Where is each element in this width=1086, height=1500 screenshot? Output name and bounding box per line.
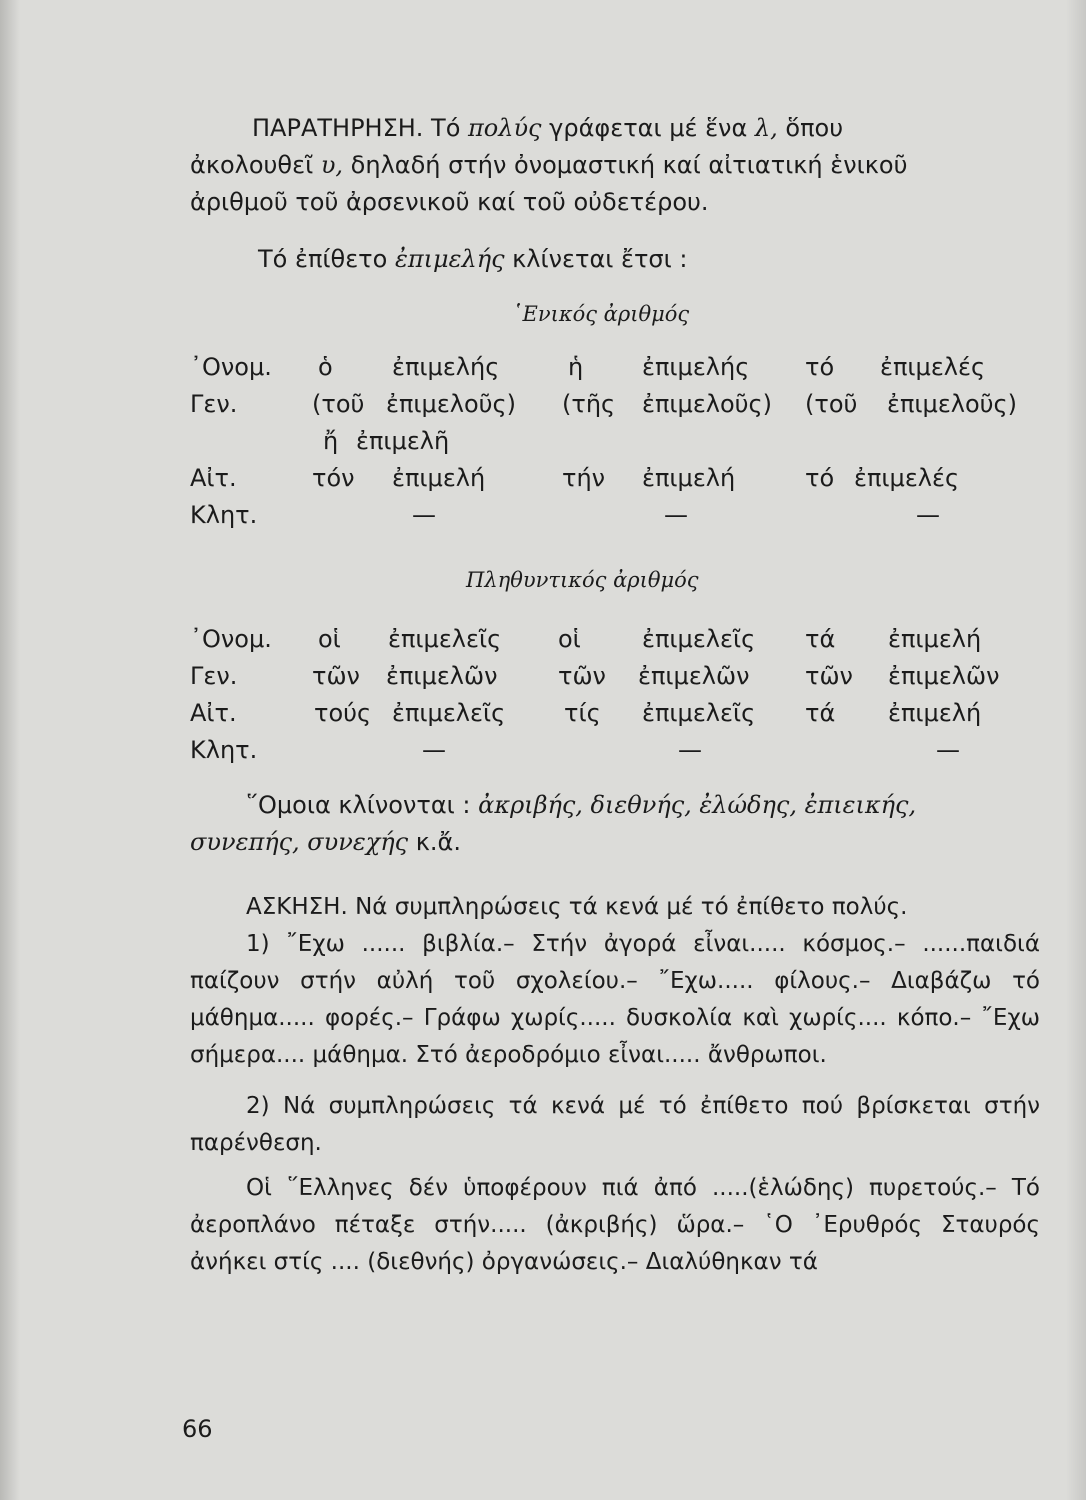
page-right-shadow	[1066, 0, 1086, 1500]
page-number: 66	[182, 1415, 213, 1443]
form: ἐπιμελοῦς)	[642, 390, 773, 418]
plural-table	[190, 621, 1040, 769]
exercise-part2: Οἱ ῞Ελληνες δέν ὑποφέρουν πιά ἀπό .....(ἑλώδης) πυρετούς.– Τό ἀεροπλάνο πέταξε στήν..... (ἀκριβής) ὥρα.– ῾Ο ᾿Ερυθρός Σταυρός ἀνήκει στίς .... (διεθνής) ὀργανώσεις.– Διαλύθηκαν τά	[190, 1175, 1040, 1275]
page-content	[190, 110, 1040, 1281]
note-word: πολύς	[468, 114, 542, 142]
article: ὁ	[318, 353, 333, 381]
article: τῶν	[805, 662, 853, 690]
form: ἐπιμελοῦς)	[386, 390, 517, 418]
form: ἐπιμελής	[642, 353, 750, 381]
dash: —	[678, 736, 702, 764]
table-row	[190, 732, 1040, 769]
exercise-part1: 1) ῎Εχω ...... βιβλία.– Στήν ἀγορά εἶναι..... κόσμος.– ......παιδιά παίζουν στήν αὐλή τοῦ σχολείου.– ῎Εχω..... φίλους.– Διαβάζω τό μάθημα..... φορές.– Γράφω χωρίς..... δυσκολία καὶ χωρίς.... κόπο.– ῎Εχω σήμερα.... μάθημα. Στό ἀεροδρόμιο εἶναι..... ἄνθρωποι.	[190, 931, 1040, 1068]
intro-paragraph	[190, 241, 1040, 278]
form: ἐπιμελεῖς	[642, 625, 756, 653]
exercise-heading: ΑΣΚΗΣΗ. Νά συμπληρώσεις τά κενά μέ τό ἐπίθετο πολύς.	[246, 894, 908, 920]
form: ἐπιμελῆ	[356, 427, 450, 455]
form: ἐπιμελεῖς	[392, 699, 506, 727]
intro-text: κλίνεται ἔτσι :	[504, 245, 688, 273]
form: ἐπιμελοῦς)	[887, 390, 1018, 418]
similar-text: κ.ἄ.	[408, 828, 461, 856]
note-text: ἀριθμοῦ τοῦ ἀρσενικοῦ καί τοῦ οὐδετέρου.	[190, 188, 709, 216]
form: ἐπιμελεῖς	[642, 699, 756, 727]
case-label: Κλητ.	[190, 736, 258, 764]
article: τό	[805, 464, 835, 492]
article: τά	[805, 699, 836, 727]
form: ἐπιμελής	[392, 353, 500, 381]
article: τήν	[562, 464, 606, 492]
intro-word: ἐπιμελής	[394, 245, 505, 273]
note-letter: υ,	[320, 151, 344, 179]
dash: —	[422, 736, 446, 764]
case-label: ᾿Ονομ.	[190, 353, 272, 381]
case-label: ᾿Ονομ.	[190, 625, 272, 653]
singular-title: ῾Ενικός ἀριθμός	[512, 302, 690, 326]
form: ἐπιμελή	[642, 464, 736, 492]
note-text: δηλαδή στήν ὀνομαστική καί αἰτιατική ἑνικοῦ	[343, 151, 908, 179]
article: ἤ	[323, 427, 339, 455]
form: ἐπιμελῶν	[888, 662, 1000, 690]
note-text: γράφεται μέ ἕνα	[541, 114, 755, 142]
similar-words: συνεπής, συνεχής	[190, 828, 409, 856]
table-row	[190, 386, 1040, 423]
case-label: Γεν.	[190, 390, 238, 418]
form: ἐπιμελῶν	[386, 662, 498, 690]
note-letter: λ,	[754, 114, 778, 142]
article: τό	[805, 353, 835, 381]
case-label: Αἰτ.	[190, 699, 237, 727]
page-left-shadow	[0, 0, 20, 1500]
note-paragraph	[190, 110, 1040, 221]
table-row	[190, 349, 1040, 386]
plural-title: Πληθυντικός ἀριθμός	[466, 568, 699, 592]
form: ἐπιμελεῖς	[388, 625, 502, 653]
dash: —	[412, 501, 436, 529]
article: (τῆς	[562, 390, 616, 418]
form: ἐπιμελῶν	[638, 662, 750, 690]
article: οἱ	[318, 625, 341, 653]
form: ἐπιμελή	[888, 625, 982, 653]
article: (τοῦ	[805, 390, 858, 418]
table-row	[190, 621, 1040, 658]
table-row	[190, 658, 1040, 695]
singular-table	[190, 349, 1040, 534]
article: (τοῦ	[312, 390, 365, 418]
dash: —	[936, 736, 960, 764]
dash: —	[916, 501, 940, 529]
case-label: Γεν.	[190, 662, 238, 690]
exercise-part2-heading: 2) Νά συμπληρώσεις τά κενά μέ τό ἐπίθετο πού βρίσκεται στήν παρένθεση.	[190, 1093, 1040, 1156]
similar-words: ἀκριβής, διεθνής, ἐλώδης, ἐπιεικής,	[478, 791, 917, 819]
table-row	[190, 460, 1040, 497]
form: ἐπιμελές	[854, 464, 960, 492]
article: τά	[805, 625, 836, 653]
table-row	[190, 695, 1040, 732]
article: ἡ	[568, 353, 584, 381]
table-row	[190, 423, 1040, 460]
similar-paragraph-cont	[190, 824, 1040, 861]
article: τίς	[564, 699, 601, 727]
article: οἱ	[558, 625, 581, 653]
article: τῶν	[558, 662, 606, 690]
intro-text: Τό ἐπίθετο	[258, 245, 395, 273]
case-label: Κλητ.	[190, 501, 258, 529]
case-label: Αἰτ.	[190, 464, 237, 492]
note-text: ἀκολουθεῖ	[190, 151, 321, 179]
form: ἐπιμελή	[392, 464, 486, 492]
form: ἐπιμελή	[888, 699, 982, 727]
similar-paragraph	[190, 787, 1040, 824]
similar-text: ῞Ομοια κλίνονται :	[246, 791, 479, 819]
article: τῶν	[312, 662, 360, 690]
note-text: ΠΑΡΑΤΗΡΗΣΗ. Τό	[252, 114, 469, 142]
dash: —	[664, 501, 688, 529]
form: ἐπιμελές	[880, 353, 986, 381]
article: τούς	[314, 699, 372, 727]
table-row	[190, 497, 1040, 534]
note-text: ὅπου	[777, 114, 844, 142]
article: τόν	[312, 464, 355, 492]
